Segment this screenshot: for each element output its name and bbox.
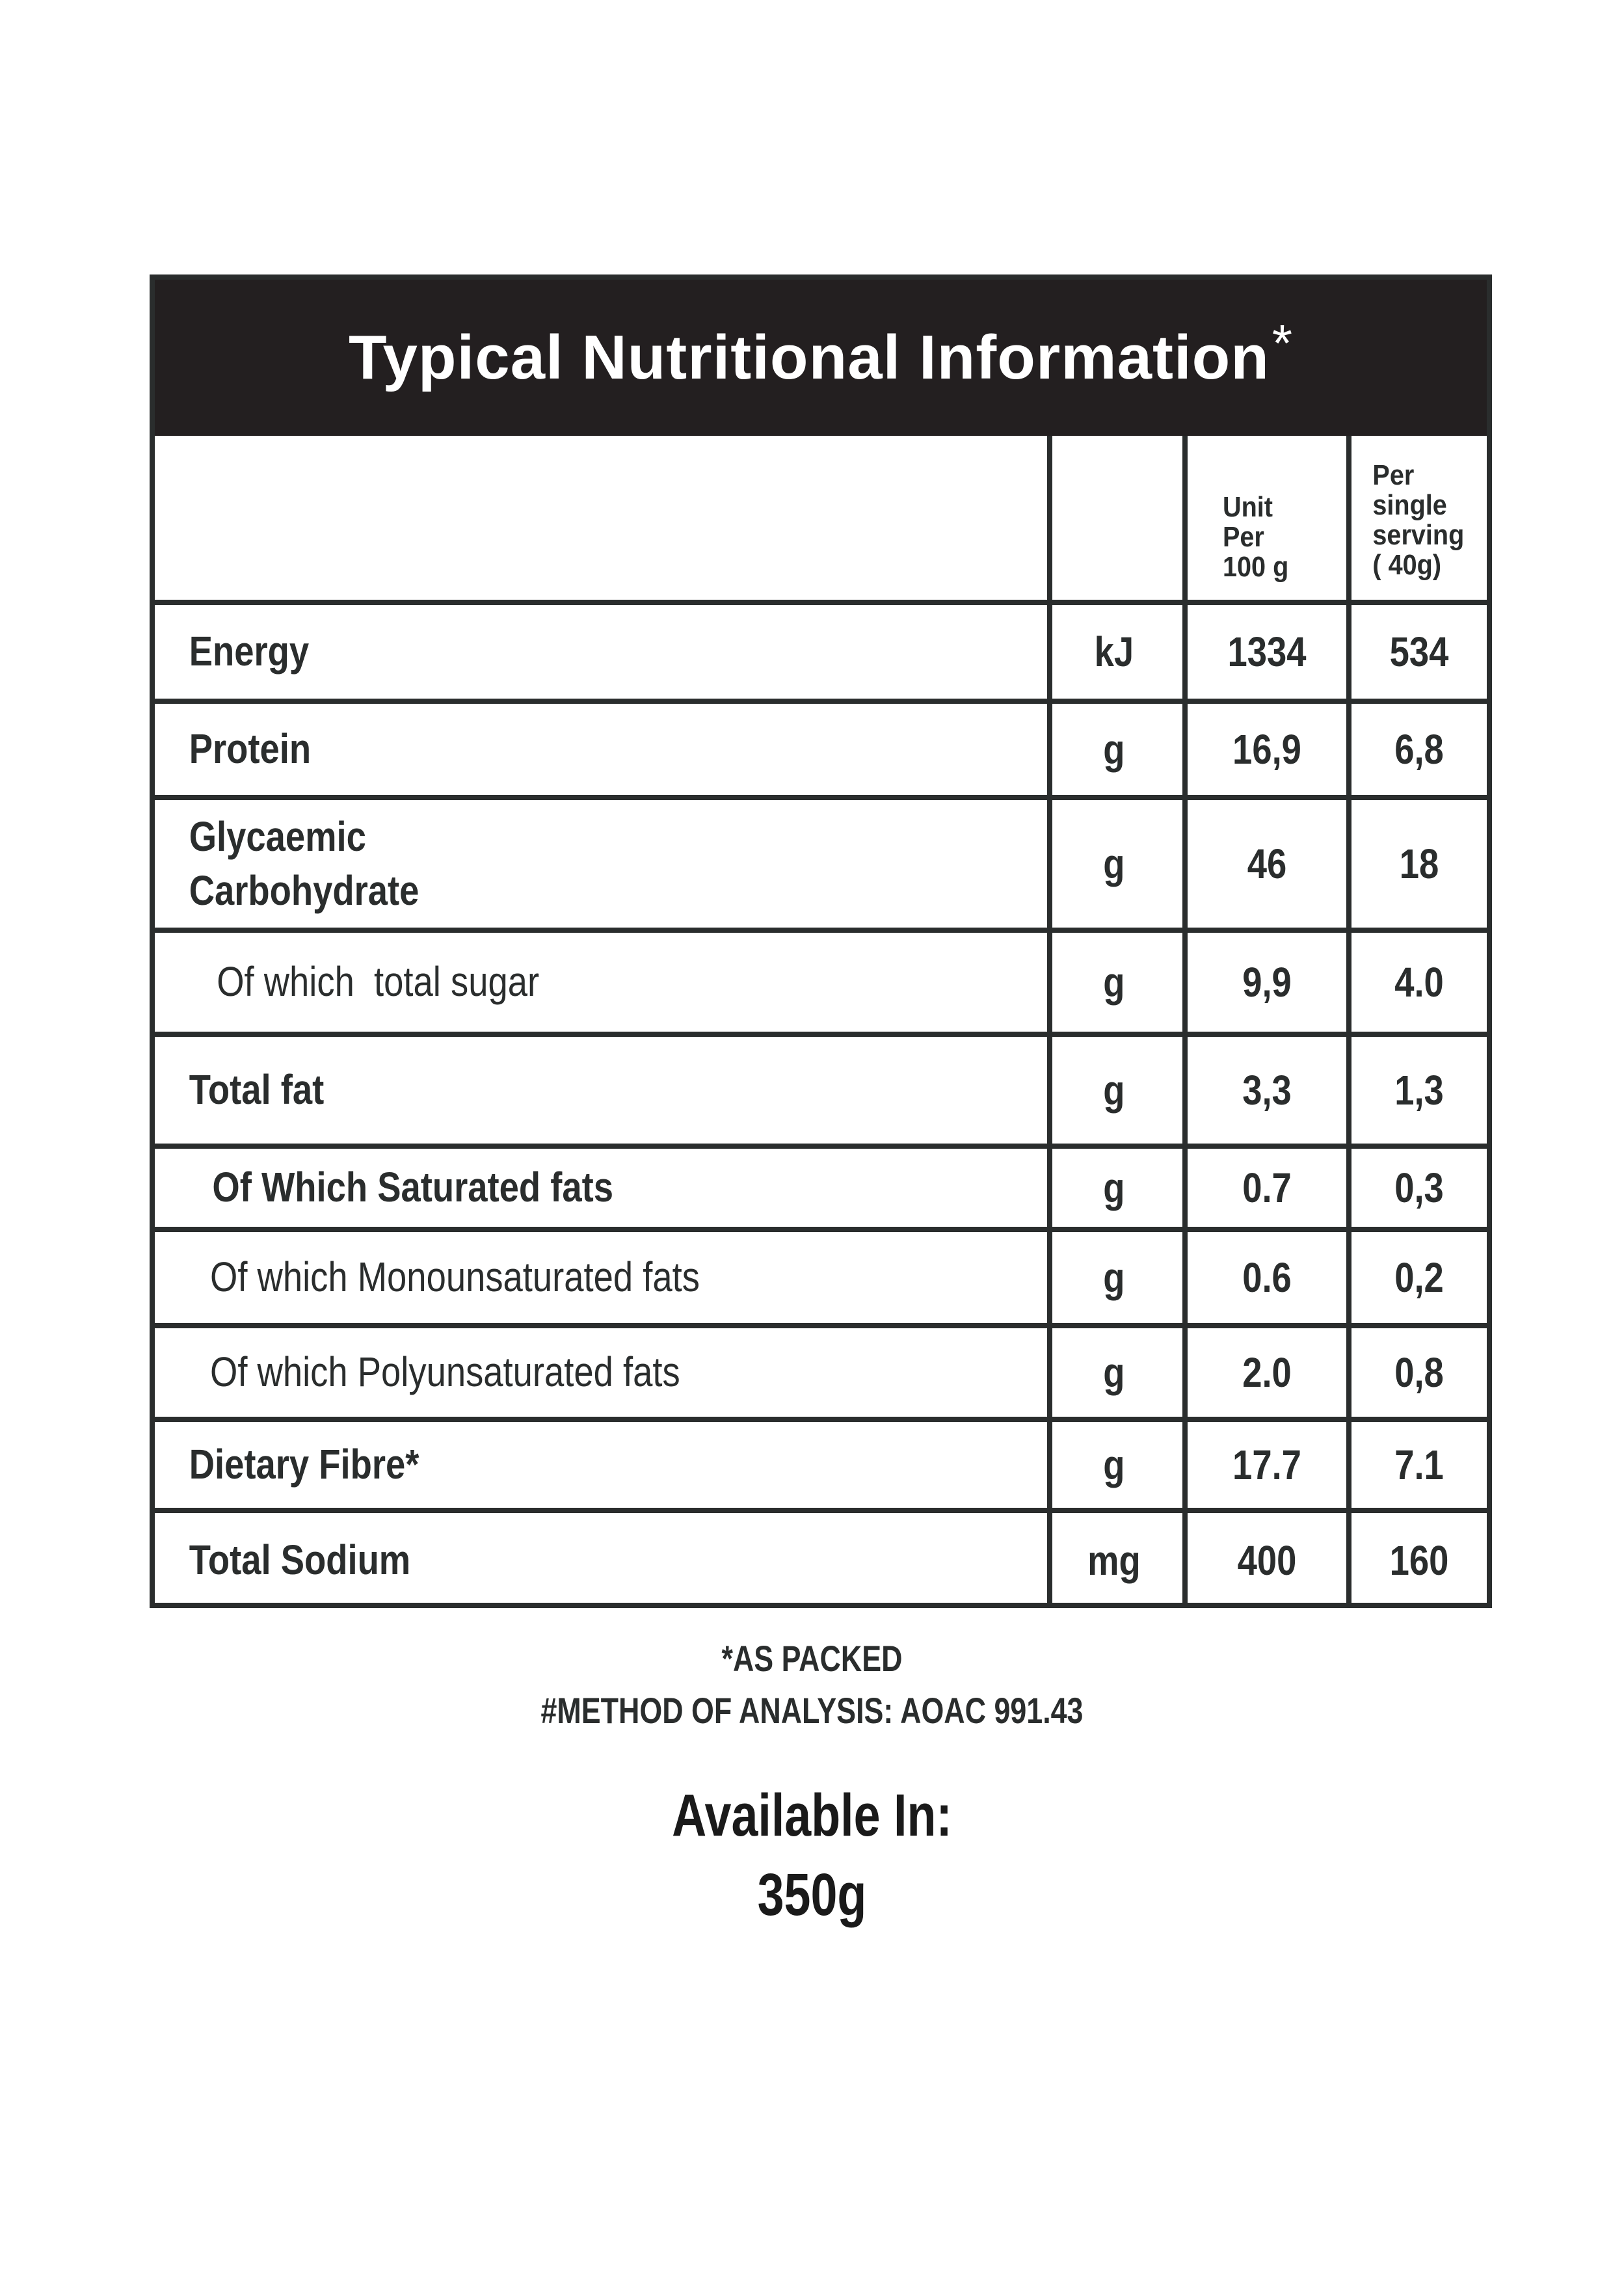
table-row-dietary-fibre	[155, 1419, 1487, 1510]
table-title-bar	[155, 280, 1487, 436]
table-row-total-sodium	[155, 1510, 1487, 1608]
nutrient-unit: g	[1103, 1067, 1125, 1114]
nutrient-unit: g	[1103, 1349, 1125, 1396]
nutrient-label: Of which Monounsaturated fats	[210, 1253, 700, 1301]
title-asterisk: *	[1271, 314, 1294, 372]
table-row-total-sugar	[155, 930, 1487, 1034]
value-per-serving: 7.1	[1394, 1441, 1444, 1488]
value-per-serving: 4.0	[1394, 959, 1444, 1006]
value-per-serving: 0,8	[1394, 1349, 1444, 1396]
value-per-100g: 0.7	[1242, 1164, 1292, 1211]
table-row-total-fat	[155, 1034, 1487, 1146]
value-per-100g: 3,3	[1242, 1067, 1292, 1114]
header-unit-cell	[1050, 436, 1185, 602]
nutrient-unit: g	[1103, 1254, 1125, 1301]
table-row-monounsaturated-fats	[155, 1229, 1487, 1326]
table-row-saturated-fats	[155, 1146, 1487, 1229]
value-per-100g: 1334	[1227, 628, 1307, 675]
nutrient-unit: g	[1103, 840, 1125, 887]
footnote-as-packed: *AS PACKED	[721, 1638, 903, 1679]
header-per100-line3: 100 g	[1223, 551, 1289, 583]
value-per-serving: 6,8	[1394, 726, 1444, 773]
value-per-serving: 534	[1389, 628, 1449, 675]
availability	[0, 1776, 1624, 1935]
nutrient-label: Dietary Fibre*	[189, 1441, 419, 1488]
header-serving-cell	[1349, 436, 1487, 602]
header-serving-line3: serving	[1372, 519, 1465, 551]
available-label: Available In:	[672, 1782, 952, 1849]
table-title: Typical Nutritional Information	[348, 323, 1270, 392]
value-per-100g: 400	[1237, 1537, 1297, 1584]
table-row-protein	[155, 701, 1487, 797]
footnote-method: #METHOD OF ANALYSIS: AOAC 991.43	[540, 1690, 1084, 1731]
table-row-glycaemic-carbohydrate	[155, 797, 1487, 930]
nutrient-unit: mg	[1087, 1537, 1141, 1584]
value-per-serving: 18	[1399, 840, 1439, 887]
value-per-100g: 16,9	[1232, 726, 1301, 773]
value-per-serving: 0,3	[1394, 1164, 1444, 1211]
value-per-serving: 160	[1389, 1537, 1449, 1584]
nutrient-label: Of Which Saturated fats	[212, 1164, 613, 1211]
available-size: 350g	[757, 1862, 867, 1928]
header-per100-line1: Unit	[1223, 490, 1273, 523]
header-per100-line2: Per	[1223, 520, 1264, 553]
value-per-100g: 46	[1247, 840, 1287, 887]
nutrient-unit: g	[1103, 726, 1125, 773]
nutrient-label	[155, 810, 913, 918]
footnotes	[0, 1633, 1624, 1737]
nutrient-label: Of which Polyunsaturated fats	[210, 1348, 680, 1396]
header-blank-cell	[155, 436, 1050, 602]
nutrient-unit: kJ	[1094, 628, 1134, 675]
nutrient-label: Total Sodium	[189, 1536, 411, 1584]
value-per-serving: 1,3	[1394, 1067, 1444, 1114]
value-per-100g: 0.6	[1242, 1254, 1292, 1301]
nutrient-label: Protein	[189, 725, 312, 773]
value-per-100g: 17.7	[1232, 1441, 1301, 1488]
nutrition-table	[155, 436, 1487, 1608]
nutrition-panel	[150, 274, 1492, 1608]
nutrient-unit: g	[1103, 1441, 1125, 1488]
nutrient-label-line2: Carbohydrate	[189, 867, 419, 914]
header-per100-cell	[1185, 436, 1349, 602]
header-serving-line4: ( 40g)	[1372, 549, 1442, 582]
header-serving-line1: Per	[1372, 459, 1415, 491]
value-per-100g: 2.0	[1242, 1349, 1292, 1396]
nutrient-label: Of which total sugar	[217, 958, 540, 1006]
nutrient-unit: g	[1103, 1164, 1125, 1211]
table-row-energy	[155, 602, 1487, 701]
table-row-polyunsaturated-fats	[155, 1326, 1487, 1419]
value-per-100g: 9,9	[1242, 959, 1292, 1006]
nutrient-label: Energy	[189, 628, 310, 675]
nutrient-label-line1: Glycaemic	[189, 812, 366, 860]
nutrient-label: Total fat	[189, 1066, 325, 1114]
nutrient-unit: g	[1103, 959, 1125, 1006]
header-row	[155, 436, 1487, 602]
value-per-serving: 0,2	[1394, 1254, 1444, 1301]
header-serving-line2: single	[1372, 489, 1447, 521]
